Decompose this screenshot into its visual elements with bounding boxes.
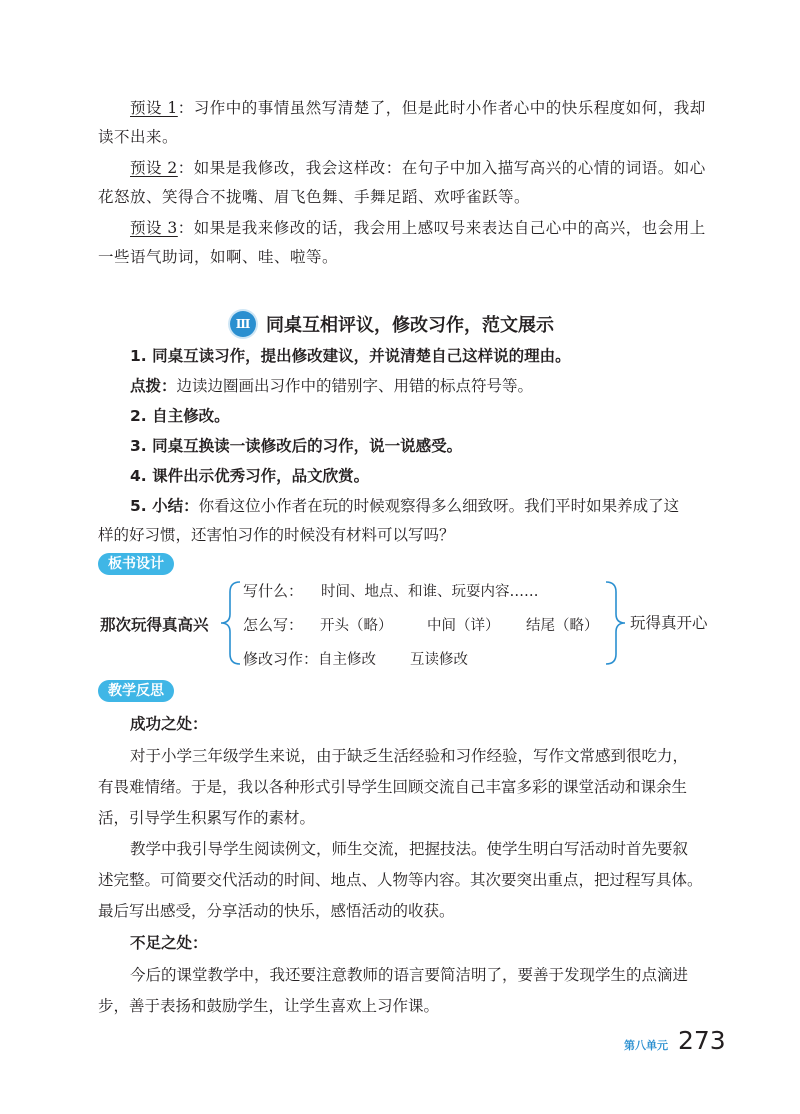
board-row-how-middle: 中间（详）: [427, 618, 500, 634]
preset-1-line2: 读不出来。: [98, 128, 179, 146]
preset-3-text: ：如果是我来修改的话，我会用上感叹号来表达自己心中的高兴，也会用上: [177, 219, 706, 237]
board-row-what-label: 写什么：: [243, 582, 304, 600]
board-row-how: [243, 614, 303, 635]
p2-line3: 最后写出感受，分享活动的快乐，感悟活动的收获。: [98, 902, 455, 920]
p1-line2: 有畏难情绪。于是，我以各种形式引导学生回顾交流自己丰富多彩的课堂活动和课余生: [98, 778, 688, 796]
p1-line3: 活，引导学生积累写作的素材。: [98, 809, 316, 827]
tip: [130, 375, 750, 397]
footer-unit: 第八单元: [624, 1039, 668, 1052]
step-5-line2: 样的好习惯，还害怕习作的时候没有材料可以写吗？: [98, 526, 455, 544]
success-title: 成功之处：: [130, 715, 208, 733]
tip-text: 边读边圈画出习作中的错别字、用错的标点符号等。: [176, 377, 534, 395]
preset-3-line2: 一些语气助词，如啊、哇、啦等。: [98, 248, 339, 266]
step-5-text: 你看这位小作者在玩的时候观察得多么细致呀。我们平时如果养成了这: [198, 497, 680, 515]
p2-line2: 述完整。可简要交代活动的时间、地点、人物等内容。其次要突出重点，把过程写具体。: [98, 871, 703, 889]
board-row-revise-a: 自主修改: [318, 652, 377, 668]
preset-2-text: ：如果是我修改，我会这样改：在句子中加入描写高兴的心情的词语。如心: [177, 159, 706, 177]
board-row-revise-label: 修改习作：: [243, 650, 319, 668]
board-row-how-end: 结尾（略）: [526, 618, 599, 634]
reflection-tag: 教学反思: [98, 680, 174, 702]
preset-1: [130, 97, 750, 119]
board-row-revise: [243, 648, 468, 669]
board-row-what-text: 时间、地点、和谁、玩耍内容……: [321, 584, 539, 600]
preset-1-label: 预设 1: [130, 99, 178, 117]
tip-label: 点拨：: [130, 377, 177, 395]
right-brace-icon: [600, 578, 630, 668]
preset-3: [130, 217, 750, 239]
step-5-label: 5. 小结：: [130, 497, 199, 515]
section-numeral-badge: Ⅲ: [230, 311, 256, 337]
shortfall-title: 不足之处：: [130, 934, 208, 952]
preset-1-text: ：习作中的事情虽然写清楚了，但是此时小作者心中的快乐程度如何，我却: [177, 99, 706, 117]
step-5: [130, 495, 750, 517]
page-number: 273: [678, 1026, 726, 1055]
preset-2: [130, 157, 750, 179]
board-row-revise-b: 互读修改: [410, 652, 469, 668]
step-2: 2. 自主修改。: [130, 407, 230, 425]
p3-line1: 今后的课堂教学中，我还要注意教师的语言要简洁明了，要善于发现学生的点滴进: [130, 966, 689, 984]
step-1: 1. 同桌互读习作，提出修改建议，并说清楚自己这样说的理由。: [130, 347, 571, 365]
board-design-tag: 板书设计: [98, 553, 174, 575]
left-brace-icon: [216, 578, 246, 668]
p2-line1: 教学中我引导学生阅读例文，师生交流，把握技法。使学生明白写活动时首先要叙: [130, 840, 689, 858]
board-row-what: [243, 580, 539, 601]
board-row-how-start: 开头（略）: [320, 618, 393, 634]
preset-2-line2: 花怒放、笑得合不拢嘴、眉飞色舞、手舞足蹈、欢呼雀跃等。: [98, 188, 531, 206]
section-title: 同桌互相评议，修改习作，范文展示: [266, 315, 554, 336]
preset-3-label: 预设 3: [130, 219, 178, 237]
step-4: 4. 课件出示优秀习作，品文欣赏。: [130, 467, 370, 485]
board-main-title: 那次玩得真高兴: [100, 616, 209, 634]
board-row-how-label: 怎么写：: [243, 616, 304, 634]
step-3: 3. 同桌互换读一读修改后的习作，说一说感受。: [130, 437, 463, 455]
board-right-title: 玩得真开心: [630, 614, 708, 632]
preset-2-label: 预设 2: [130, 159, 178, 177]
section-heading: [230, 309, 554, 339]
p3-line2: 步，善于表扬和鼓励学生，让学生喜欢上习作课。: [98, 997, 440, 1015]
p1-line1: 对于小学三年级学生来说，由于缺乏生活经验和习作经验，写作文常感到很吃力，: [130, 747, 689, 765]
